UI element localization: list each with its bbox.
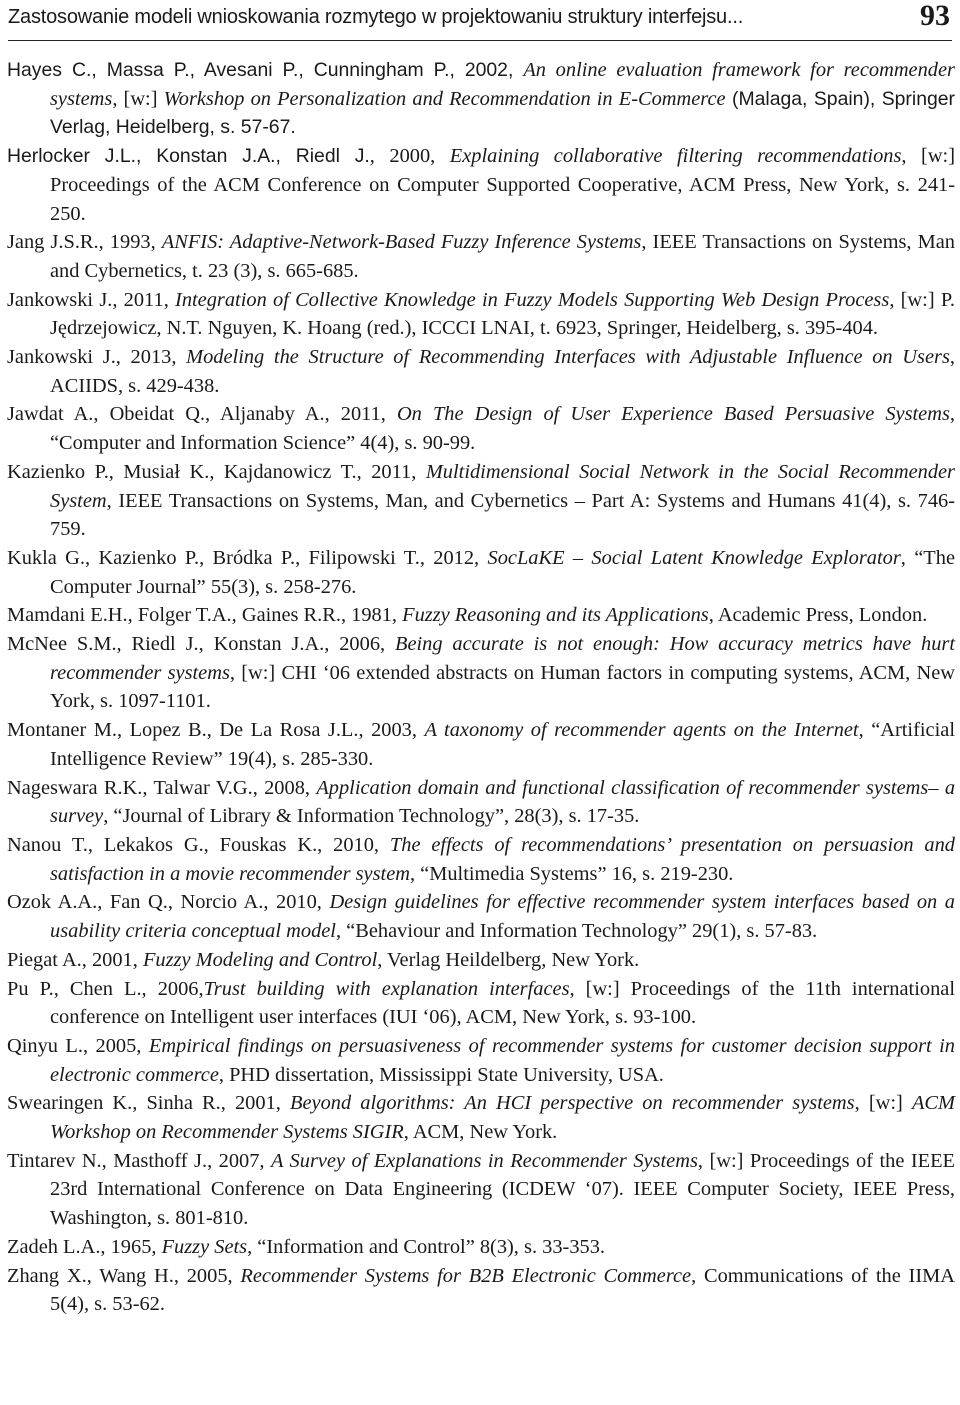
reference-item: Nageswara R.K., Talwar V.G., 2008, Application domain and functional classification of recommender systems– a survey, “Journal of Library & Information Technology”, 28(3), s. 17-35. <box>7 776 956 828</box>
reference-item: Kukla G., Kazienko P., Bródka P., Filipowski T., 2012, SocLaKE – Social Latent Knowledge Explorator, “The Computer Journal” 55(3), s. 258-276. <box>7 546 955 598</box>
reference-item: Jankowski J., 2011, Integration of Collective Knowledge in Fuzzy Models Supporting Web Design Process, [w:] P. Jędrzejowicz, N.T. Nguyen, K. Hoang (red.), ICCCI LNAI, t. 6923, Springer, Heidelberg, s. 395-404. <box>7 288 956 340</box>
reference-item: Qinyu L., 2005, Empirical findings on persuasiveness of recommender systems for customer decision support in electronic commerce, PHD dissertation, Mississippi State University, USA. <box>7 1034 955 1086</box>
reference-item: Pu P., Chen L., 2006,Trust building with explanation interfaces, [w:] Proceedings of the 11th international conference on Intelligent user interfaces (IUI ‘06), ACM, New York, s. 93-100. <box>7 977 955 1029</box>
reference-item: Tintarev N., Masthoff J., 2007, A Survey of Explanations in Recommender Systems, [w:] Proceedings of the IEEE 23rd International Conference on Data Engineering (ICDEW ‘07). IEEE Computer Society, IEEE Press, Washington, s. 801-810. <box>7 1149 955 1230</box>
reference-item: Jang J.S.R., 1993, ANFIS: Adaptive-Network-Based Fuzzy Inference Systems, IEEE Transactions on Systems, Man and Cybernetics, t. 23 (3), s. 665-685. <box>7 231 955 282</box>
reference-item: Kazienko P., Musiał K., Kajdanowicz T., 2011, Multidimensional Social Network in the Social Recommender System, IEEE Transactions on Systems, Man, and Cybernetics – Part A: Systems and Humans 41(4), s. 746-759. <box>7 460 955 541</box>
reference-item: Ozok A.A., Fan Q., Norcio A., 2010, Design guidelines for effective recommender system interfaces based on a usability criteria conceptual model, “Behaviour and Information Technology” 29(1), s. 57-83. <box>7 891 955 943</box>
reference-item: Swearingen K., Sinha R., 2001, Beyond algorithms: An HCI perspective on recommender systems, [w:] ACM Workshop on Recommender Systems SIGIR, ACM, New York. <box>7 1092 955 1144</box>
reference-item: Montaner M., Lopez B., De La Rosa J.L., 2003, A taxonomy of recommender agents on the Internet, “Artificial Intelligence Review” 19(4), s. 285-330. <box>7 719 955 770</box>
reference-item: Nanou T., Lekakos G., Fouskas K., 2010, The effects of recommendations’ presentation on persuasion and satisfaction in a movie recommender system, “Multimedia Systems” 16, s. 219-230. <box>7 833 955 885</box>
reference-item: Piegat A., 2001, Fuzzy Modeling and Control, Verlag Heildelberg, New York. <box>7 948 640 971</box>
reference-item: Mamdani E.H., Folger T.A., Gaines R.R., 1981, Fuzzy Reasoning and its Applications, Academic Press, London. <box>7 604 928 627</box>
reference-item: Zadeh L.A., 1965, Fuzzy Sets, “Information and Control” 8(3), s. 33-353. <box>7 1235 606 1258</box>
running-title: Zastosowanie modeli wnioskowania rozmytego w projektowaniu struktury interfejsu... <box>8 6 744 28</box>
page-number: 93 <box>920 0 950 32</box>
reference-item: Jawdat A., Obeidat Q., Aljanaby A., 2011, On The Design of User Experience Based Persuasive Systems, “Computer and Information Science” 4(4), s. 90-99. <box>7 403 955 455</box>
page-header <box>8 0 952 41</box>
reference-item: Jankowski J., 2013, Modeling the Structure of Recommending Interfaces with Adjustable Influence on Users, ACIIDS, s. 429-438. <box>7 346 955 397</box>
reference-list <box>7 56 955 1319</box>
reference-item: Zhang X., Wang H., 2005, Recommender Systems for B2B Electronic Commerce, Communications of the IIMA 5(4), s. 53-62. <box>7 1264 955 1316</box>
reference-item: McNee S.M., Riedl J., Konstan J.A., 2006, Being accurate is not enough: How accuracy metrics have hurt recommender systems, [w:] CHI ‘06 extended abstracts on Human factors in computing systems, ACM, New York, s. 1097-1101. <box>7 633 955 713</box>
reference-item: Herlocker J.L., Konstan J.A., Riedl J., 2000, Explaining collaborative filtering recommendations, [w:] Proceedings of the ACM Conference on Computer Supported Cooperative, ACM Press, New York, s. 241-250. <box>7 145 955 225</box>
reference-item: Hayes C., Massa P., Avesani P., Cunningham P., 2002, An online evaluation framework for recommender systems, [w:] Workshop on Personalization and Recommendation in E-Commerce (Malaga, Spain), Springer Verlag, Heidelberg, s. 57-67. <box>7 59 955 139</box>
